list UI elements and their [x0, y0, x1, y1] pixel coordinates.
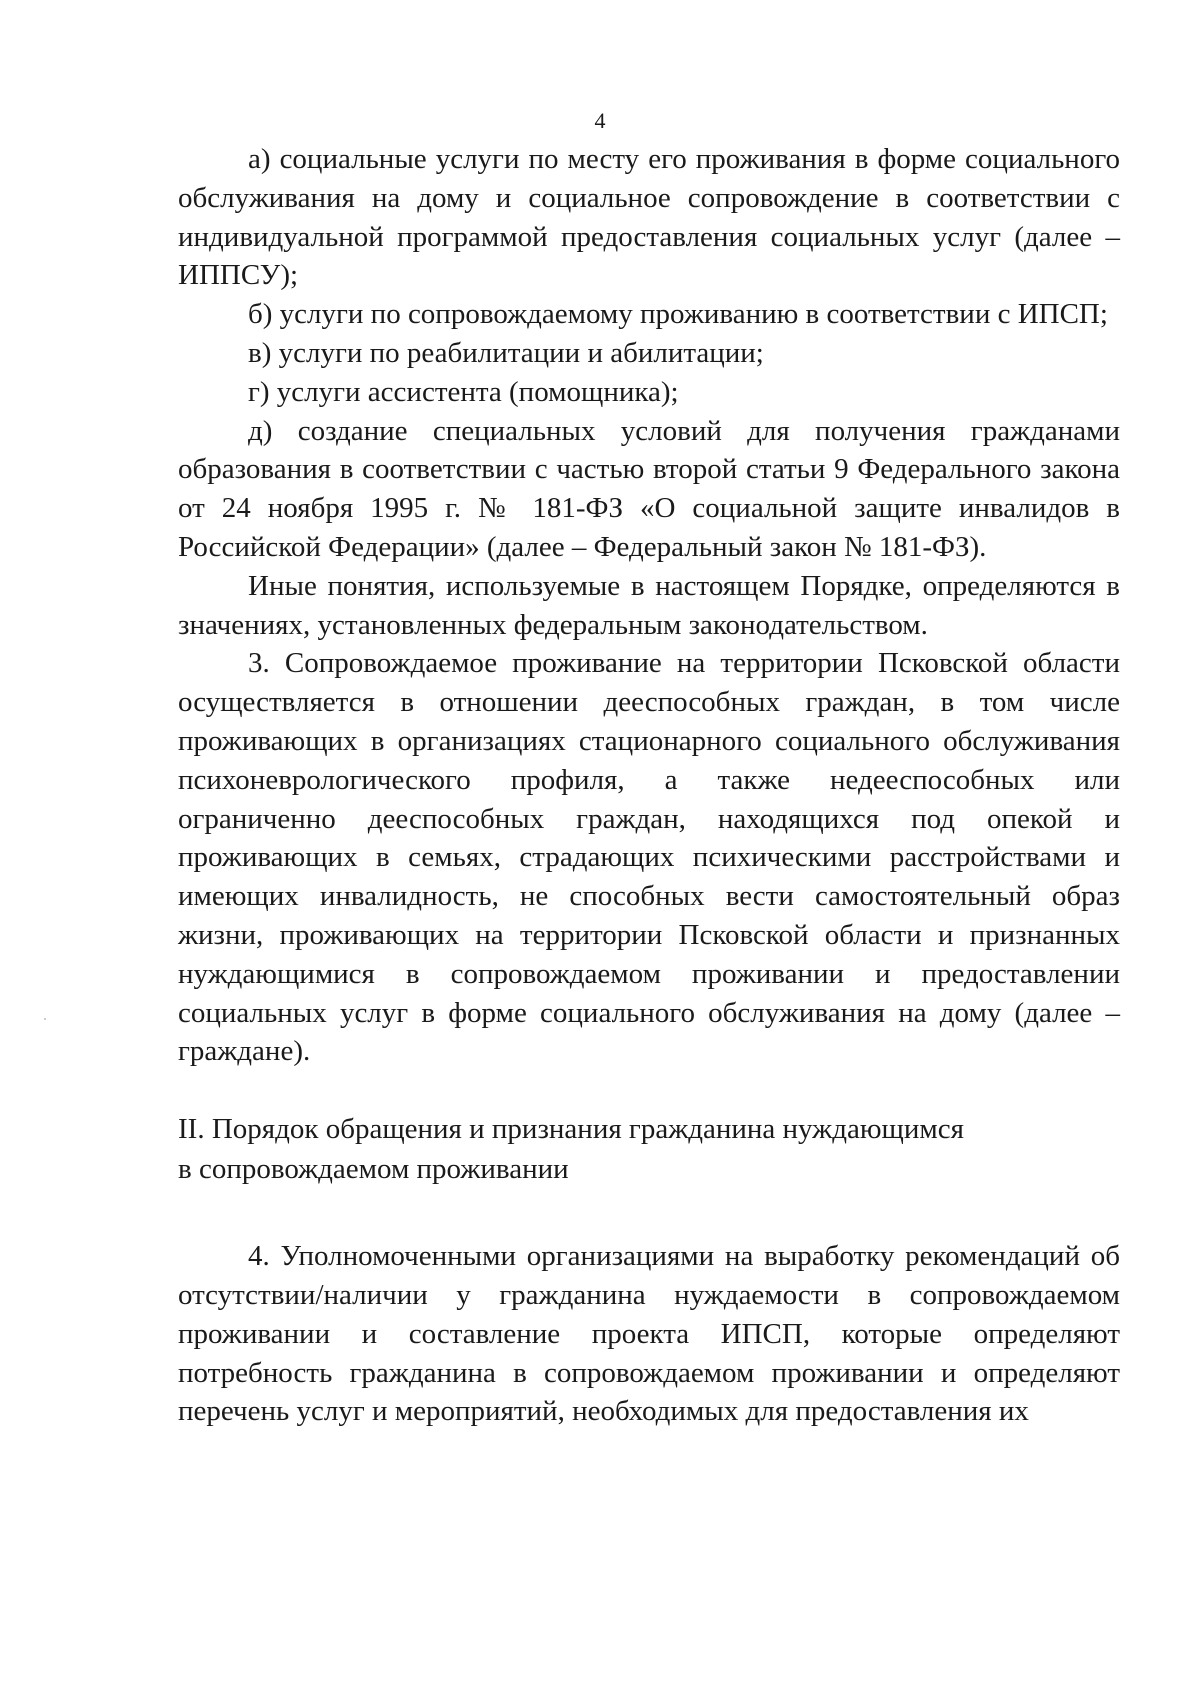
document-body: [178, 140, 1120, 1431]
list-item-v: в) услуги по реабилитации и абилитации;: [248, 336, 764, 369]
scan-speck: [44, 1018, 46, 1020]
section-heading-line-1: II. Порядок обращения и признания гражданина нуждающимся: [178, 1113, 964, 1146]
list-item-b: б) услуги по сопровождаемому проживанию в соответствии с ИПСП;: [248, 298, 1108, 331]
page-number: 4: [594, 108, 606, 133]
paragraph-4: 4. Уполномоченными организациями на выработку рекомендаций об отсутствии/наличии у гражданина нуждаемости в сопровождаемом проживании и составление проекта ИПСП, которые определяют потребность гражданина в сопровождаемом проживании и определяют перечень услуг и мероприятий, необходимых для предоставления их: [178, 1240, 1120, 1428]
paragraph-3: 3. Сопровождаемое проживание на территории Псковской области осуществляется в отношении дееспособных граждан, в том числе проживающих в организациях стационарного социального обслуживания психоневрологического профиля, а также недееспособных или ограниченно дееспособных граждан, находящихся под опекой и проживающих в семьях, страдающих психическими расстройствами и имеющих инвалидность, не способных вести самостоятельный образ жизни, проживающих на территории Псковской области и признанных нуждающимися в сопровождаемом проживании и предоставлении социальных услуг в форме социального обслуживания на дому (далее – граждане).: [178, 647, 1120, 1068]
list-item-a: а) социальные услуги по месту его проживания в форме социального обслуживания на дому и социальное сопровождение в соответствии с индивидуальной программой предоставления социальных услуг (далее – ИППСУ);: [178, 143, 1120, 292]
paragraph-other-terms: Иные понятия, используемые в настоящем Порядке, определяются в значениях, установленных федеральным законодательством.: [178, 569, 1120, 641]
list-item-g: г) услуги ассистента (помощника);: [248, 375, 679, 408]
list-item-d: д) создание специальных условий для получения гражданами образования в соответствии с частью второй статьи 9 Федерального закона от 24 ноября 1995 г. № 181-ФЗ «О социальной защите инвалидов в Российской Федерации» (далее – Федеральный закон № 181-ФЗ).: [178, 414, 1120, 563]
section-heading: [178, 1109, 1120, 1189]
section-heading-line-2: в сопровождаемом проживании: [178, 1153, 569, 1186]
